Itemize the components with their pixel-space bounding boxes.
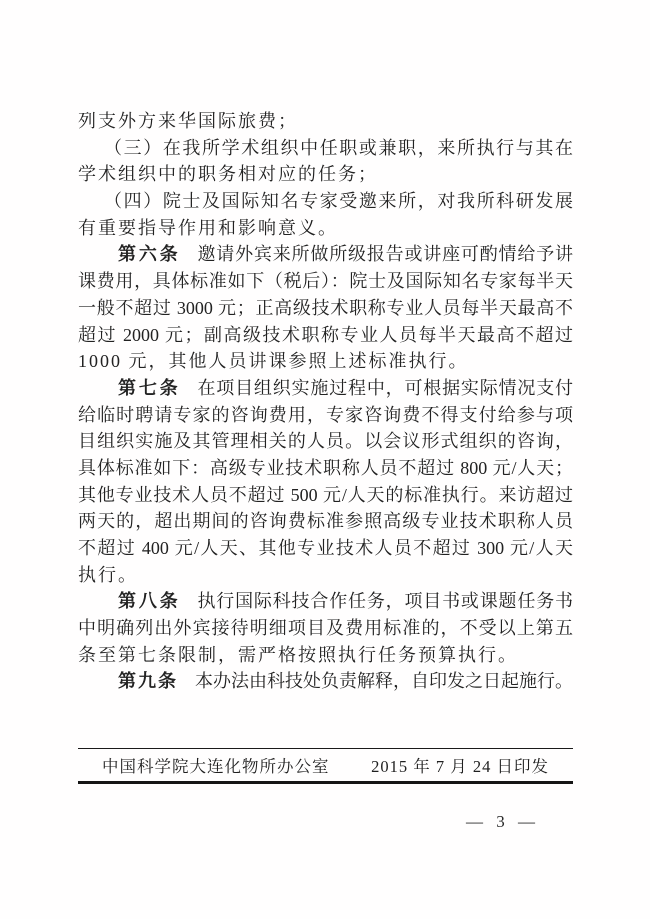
line-text: 有重要指导作用和影响意义。 xyxy=(78,217,338,238)
document-line xyxy=(78,108,573,135)
line-text: 执行。 xyxy=(78,564,138,585)
line-text: 邀请外宾来所做所级报告或讲座可酌情给予讲 xyxy=(197,244,573,265)
document-line xyxy=(78,588,573,615)
line-text: 1000 元，其他人员讲课参照上述标准执行。 xyxy=(78,351,469,372)
article-number: 第六条 xyxy=(118,244,181,265)
document-line xyxy=(78,322,573,349)
document-line xyxy=(78,642,573,669)
document-line xyxy=(78,535,573,562)
document-line xyxy=(78,615,573,642)
line-text: 不超过 400 元/人天、其他专业技术人员不超过 300 元/人天 xyxy=(78,538,573,558)
document-body xyxy=(78,108,573,695)
document-line xyxy=(78,268,573,295)
line-text: 学术组织中的职务相对应的任务； xyxy=(78,164,378,185)
print-date: 2015 年 7 月 24 日印发 xyxy=(371,757,549,776)
line-text: 两天的，超出期间的咨询费标准参照高级专业技术职称人员 xyxy=(78,511,573,532)
document-line xyxy=(78,295,573,322)
article-number: 第七条 xyxy=(118,377,181,398)
article-number: 第八条 xyxy=(118,591,181,612)
document-line xyxy=(78,375,573,402)
line-text: 本办法由科技处负责解释，自印发之日起施行。 xyxy=(195,671,573,692)
line-text: 其他专业技术人员不超过 500 元/人天的标准执行。来访超过 xyxy=(78,484,573,505)
line-text: 目组织实施及其管理相关的人员。以会议形式组织的咨询， xyxy=(78,431,573,452)
line-text: 超过 2000 元；副高级技术职称专业人员每半天最高不超过 xyxy=(78,324,573,345)
line-text: 具体标准如下：高级专业技术职称人员不超过 800 元/人天； xyxy=(78,457,573,478)
issuing-office: 中国科学院大连化物所办公室 xyxy=(102,757,330,776)
document-line xyxy=(78,188,573,215)
document-line xyxy=(78,428,573,455)
line-text: 条至第七条限制，需严格按照执行任务预算执行。 xyxy=(78,644,518,665)
document-line xyxy=(78,482,573,509)
document-line xyxy=(78,455,573,482)
document-line xyxy=(78,215,573,242)
line-text: 在项目组织实施过程中，可根据实际情况支付 xyxy=(197,377,573,398)
document-line xyxy=(78,562,573,589)
article-number: 第九条 xyxy=(118,671,178,692)
footer-bottom-rule xyxy=(78,781,573,784)
line-text: 课费用，具体标准如下（税后）：院士及国际知名专家每半天 xyxy=(78,271,573,292)
footer-text-row xyxy=(78,749,573,781)
line-text: 一般不超过 3000 元；正高级技术职称专业人员每半天最高不 xyxy=(78,297,573,318)
document-line xyxy=(78,348,573,375)
document-line xyxy=(78,241,573,268)
document-line xyxy=(78,508,573,535)
line-text: 中明确列出外宾接待明细项目及费用标准的，不受以上第五 xyxy=(78,618,573,639)
line-text: 给临时聘请专家的咨询费用，专家咨询费不得支付给参与项 xyxy=(78,404,573,425)
page-number: — 3 — xyxy=(466,812,537,831)
line-text: （四）院士及国际知名专家受邀来所，对我所科研发展 xyxy=(104,191,573,212)
line-text: （三）在我所学术组织中任职或兼职，来所执行与其在 xyxy=(104,137,573,158)
line-text: 列支外方来华国际旅费； xyxy=(78,111,298,131)
record-footer xyxy=(78,748,573,784)
document-line xyxy=(78,668,573,695)
line-text: 执行国际科技合作任务，项目书或课题任务书 xyxy=(197,591,573,612)
document-line xyxy=(78,161,573,188)
document-line xyxy=(78,135,573,162)
document-line xyxy=(78,402,573,429)
